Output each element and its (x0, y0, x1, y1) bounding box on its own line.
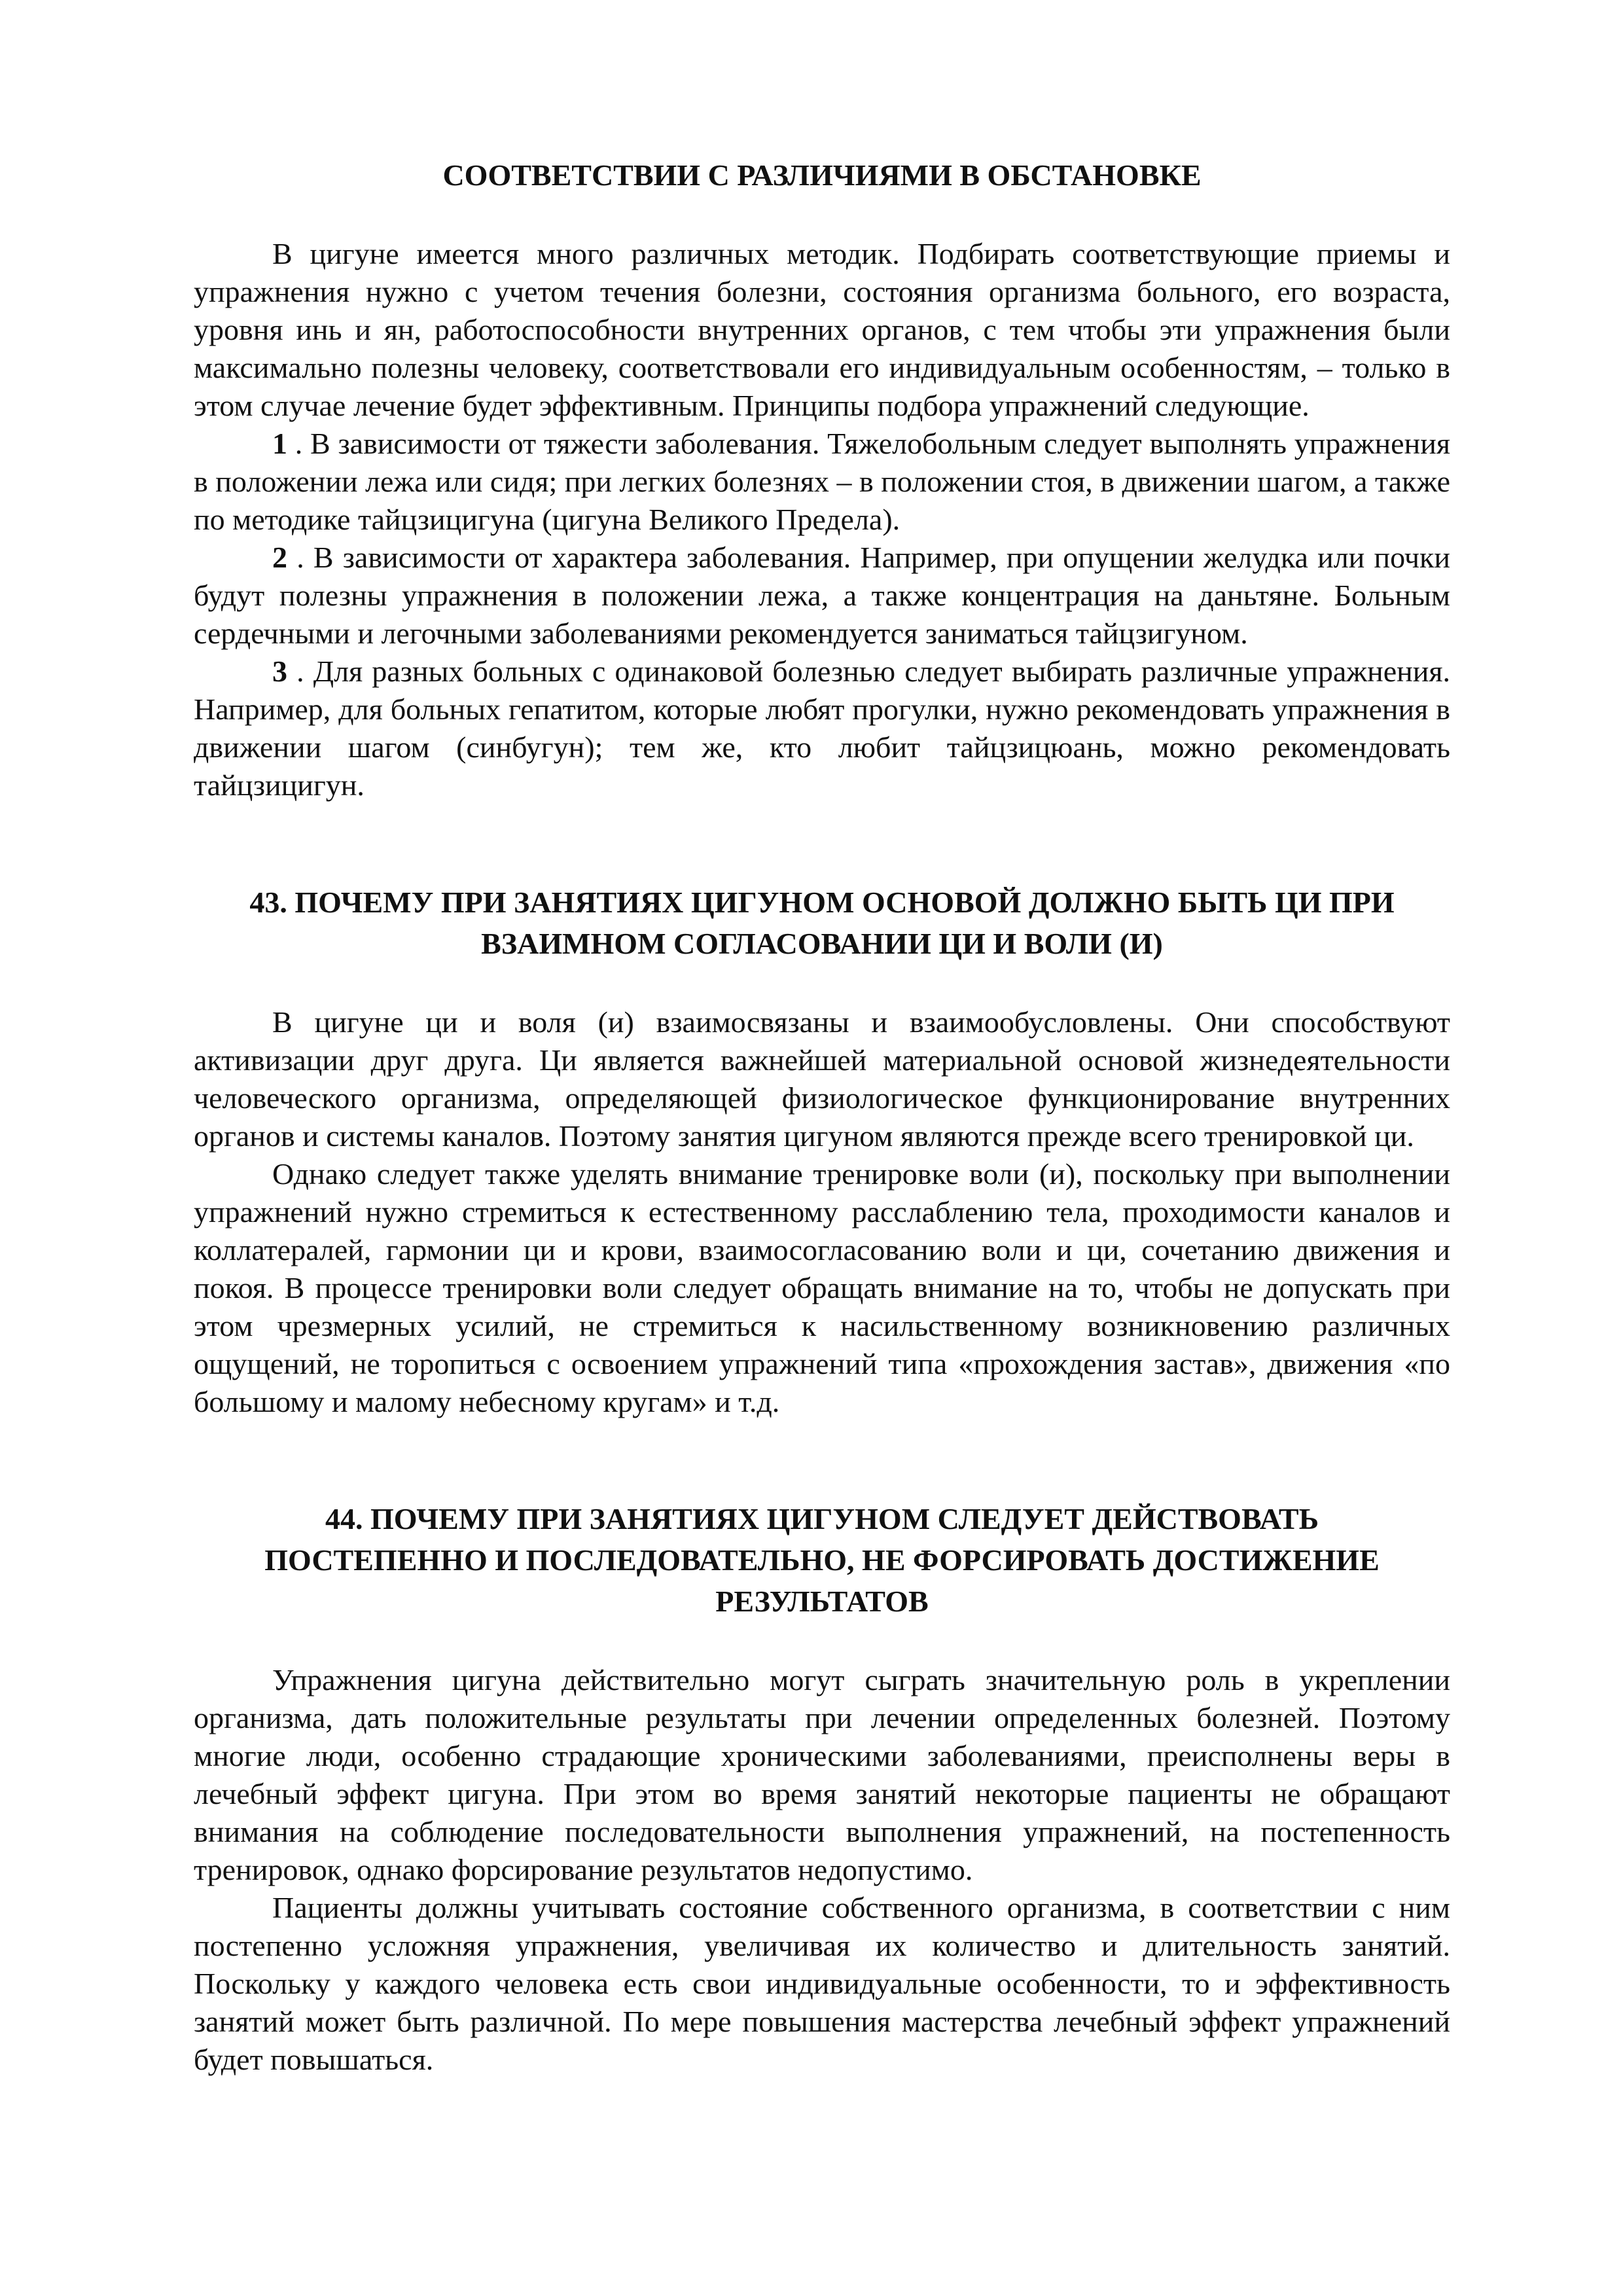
item-number: 1 (272, 427, 287, 460)
item-text: . В зависимости от характера заболевания. Например, при опущении желудка или почки будут полезны упражнения в положении лежа, а также концентрация на даньтяне. Больным сердечными и легочными заболеваниями рекомендуется заниматься тайцзигуном. (194, 541, 1450, 650)
list-item (194, 653, 1450, 804)
section-44-paragraph-1: Упражнения цигуна действительно могут сыграть значительную роль в укреплении организма, дать положительные результаты при лечении определенных болезней. Поэтому многие люди, особенно страдающие хроническими заболеваниями, преисполнены веры в лечебный эффект цигуна. При этом во время занятий некоторые пациенты не обращают внимания на соблюдение последовательности выполнения упражнений, на постепенность тренировок, однако форсирование результатов недопустимо. (194, 1663, 1450, 1886)
item-text: . В зависимости от тяжести заболевания. Тяжелобольным следует выполнять упражнения в положении лежа или сидя; при легких болезнях – в положении стоя, в движении шагом, а также по методике тайцзицигуна (цигуна Великого Предела). (194, 427, 1450, 536)
spacer (194, 964, 1450, 1003)
section-44-paragraph-2: Пациенты должны учитывать состояние собственного организма, в соответствии с ним постепенно усложняя упражнения, увеличивая их количество и длительность занятий. Поскольку у каждого человека есть свои индивидуальные особенности, то и эффективность занятий может быть различной. По мере повышения мастерства лечебный эффект упражнений будет повышаться. (194, 1891, 1450, 2076)
section-43-paragraph-1: В цигуне ци и воля (и) взаимосвязаны и взаимообусловлены. Они способствуют активизации друг друга. Ци является важнейшей материальной основой жизнедеятельности человеческого организма, определяющей физиологическое функционирование внутренних органов и системы каналов. Поэтому занятия цигуном являются прежде всего тренировкой ци. (194, 1005, 1450, 1153)
spacer (194, 1622, 1450, 1661)
section-43-paragraph-2: Однако следует также уделять внимание тренировке воли (и), поскольку при выполнении упражнений нужно стремиться к естественному расслаблению тела, проходимости каналов и коллатералей, гармонии ци и крови, взаимосогласованию воли и ци, сочетанию движения и покоя. В процессе тренировки воли следует обращать внимание на то, чтобы не допускать при этом чрезмерных усилий, не стремиться к насильственному возникновению различных ощущений, не торопиться с освоением упражнений типа «прохождения застав», движения «по большому и малому небесному кругам» и т.д. (194, 1157, 1450, 1418)
intro-paragraph: В цигуне имеется много различных методик. Подбирать соответствующие приемы и упражнения нужно с учетом течения болезни, состояния организма больного, его возраста, уровня инь и ян, работоспособности внутренних органов, с тем чтобы эти упражнения были максимально полезны человеку, соответствовали его индивидуальным особенностям, – только в этом случае лечение будет эффективным. Принципы подбора упражнений следующие. (194, 237, 1450, 422)
section-43-heading (194, 882, 1450, 964)
list-item (194, 539, 1450, 653)
spacer (194, 196, 1450, 235)
page-content (194, 154, 1450, 2079)
heading-line: ВЗАИМНОМ СОГЛАСОВАНИИ ЦИ И ВОЛИ (И) (481, 927, 1163, 960)
spacer (194, 1421, 1450, 1498)
section-heading: СООТВЕТСТВИИ С РАЗЛИЧИЯМИ В ОБСТАНОВКЕ (442, 158, 1202, 192)
heading-line: 44. ПОЧЕМУ ПРИ ЗАНЯТИЯХ ЦИГУНОМ СЛЕДУЕТ ДЕЙСТВОВАТЬ (325, 1502, 1319, 1535)
item-number: 2 (272, 541, 287, 574)
spacer (194, 804, 1450, 882)
item-text: . Для разных больных с одинаковой болезнью следует выбирать различные упражнения. Например, для больных гепатитом, которые любят прогулки, нужно рекомендовать упражнения в движении шагом (синбугун); тем же, кто любит тайцзицюань, можно рекомендовать тайцзицигун. (194, 655, 1450, 802)
heading-line: 43. ПОЧЕМУ ПРИ ЗАНЯТИЯХ ЦИГУНОМ ОСНОВОЙ ДОЛЖНО БЫТЬ ЦИ ПРИ (249, 886, 1395, 919)
heading-line: РЕЗУЛЬТАТОВ (715, 1585, 929, 1618)
item-number: 3 (272, 655, 287, 688)
list-item (194, 425, 1450, 539)
section-44-heading (194, 1498, 1450, 1622)
heading-line: ПОСТЕПЕННО И ПОСЛЕДОВАТЕЛЬНО, НЕ ФОРСИРОВАТЬ ДОСТИЖЕНИЕ (264, 1543, 1380, 1577)
